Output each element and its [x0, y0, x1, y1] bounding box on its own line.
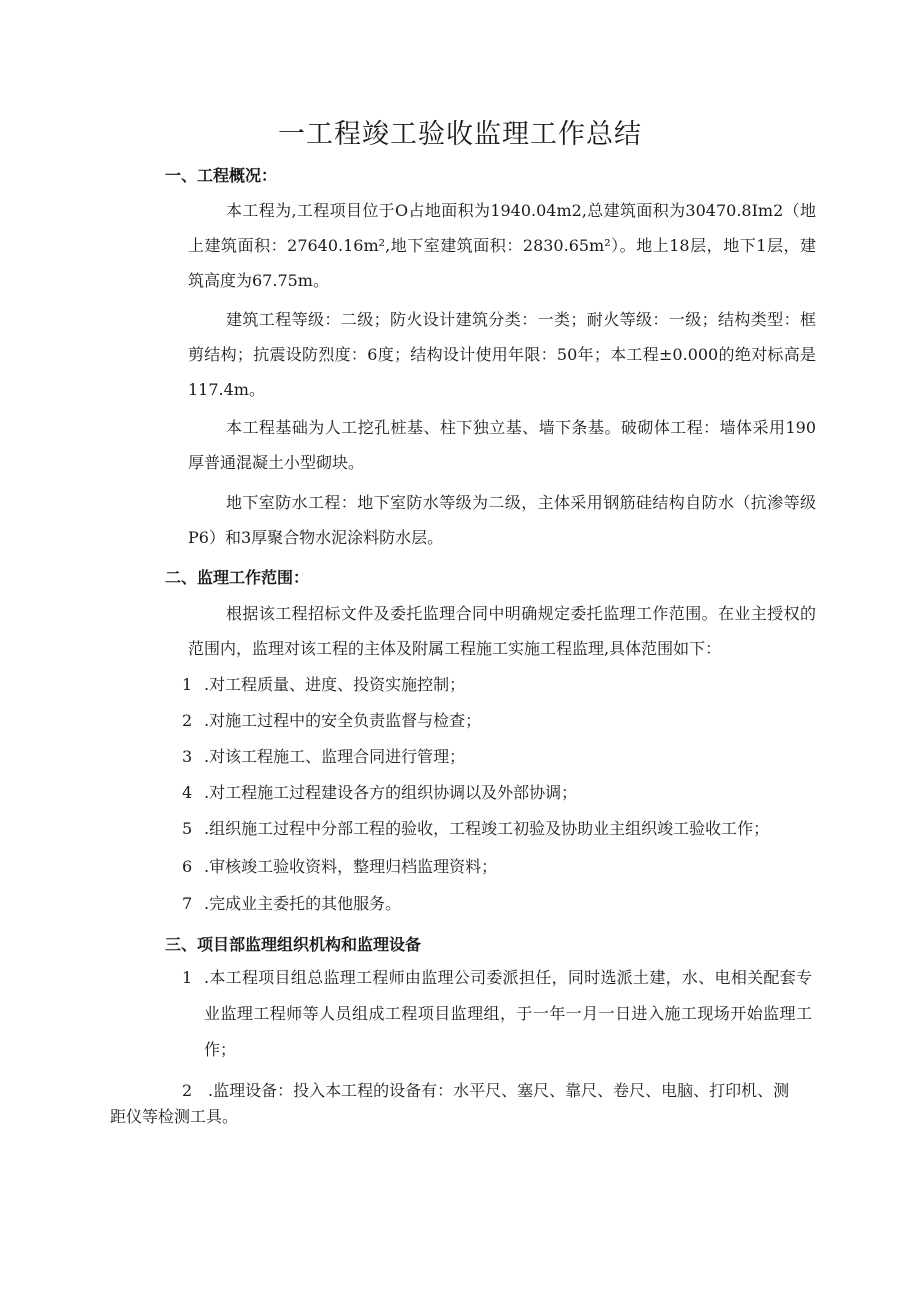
list-number: 2: [182, 1081, 193, 1100]
section-1-paragraph: 本工程为,工程项目位于O占地面积为1940.04m2,总建筑面积为30470.8Im2（地上建筑面积：27640.16m²,地下室建筑面积：2830.65m²）。地上18层，地下1层，建筑高度为67.75m。: [188, 201, 816, 290]
equipment-list-item: [110, 1078, 800, 1130]
list-text: .对该工程施工、监理合同进行管理；: [204, 747, 466, 766]
section-1-paragraph: 地下室防水工程：地下室防水等级为二级，主体采用钢筋硅结构自防水（抗渗等级P6）和3厚聚合物水泥涂料防水层。: [188, 493, 816, 547]
section-3-heading: 三、项目部监理组织机构和监理设备: [165, 935, 422, 954]
list-number: 7: [182, 894, 193, 913]
section-2-heading: 二、监理工作范围：: [165, 568, 310, 587]
scope-list-item: [182, 886, 822, 921]
scope-list-item: [182, 849, 822, 884]
list-text: .组织施工过程中分部工程的验收，工程竣工初验及协助业主组织竣工验收工作；: [204, 819, 770, 838]
document-title: 一工程竣工验收监理工作总结: [278, 119, 642, 150]
list-text: .完成业主委托的其他服务。: [204, 894, 402, 913]
section-2-intro: 根据该工程招标文件及委托监理合同中明确规定委托监理工作范围。在业主授权的范围内，监理对该工程的主体及附属工程施工实施工程监理,具体范围如下：: [188, 604, 816, 658]
scope-list-item: [182, 775, 822, 810]
organization-list-item: [182, 960, 812, 1068]
list-text: .本工程项目组总监理工程师由监理公司委派担任，同时选派土建，水、电相关配套专业监理工程师等人员组成工程项目监理组，于一年一月一日进入施工现场开始监理工作；: [204, 968, 812, 1059]
list-number: 6: [182, 857, 193, 876]
list-number: 1: [182, 968, 193, 987]
list-number: 5: [182, 819, 193, 838]
section-1-paragraph: 建筑工程等级：二级；防火设计建筑分类：一类；耐火等级：一级；结构类型：框剪结构；抗震设防烈度：6度；结构设计使用年限：50年；本工程±0.000的绝对标高是117.4m。: [188, 310, 816, 399]
list-number: 4: [182, 783, 193, 802]
section-1-heading: 一、工程概况：: [165, 166, 278, 185]
list-text: .监理设备：投入本工程的设备有：水平尺、塞尺、靠尺、卷尺、电脑、打印机、测距仪等检测工具。: [110, 1081, 790, 1126]
scope-list-item: [182, 703, 822, 738]
list-number: 2: [182, 711, 193, 730]
section-1-paragraph: 本工程基础为人工挖孔桩基、柱下独立基、墙下条基。破砌体工程：墙体采用190厚普通混凝土小型砌块。: [188, 418, 816, 472]
scope-list-item: [182, 739, 822, 774]
scope-list-item: [182, 811, 822, 846]
list-number: 1: [182, 675, 193, 694]
list-number: 3: [182, 747, 193, 766]
list-text: .对施工过程中的安全负责监督与检查；: [204, 711, 482, 730]
list-text: .对工程施工过程建设各方的组织协调以及外部协调；: [204, 783, 578, 802]
list-text: .对工程质量、进度、投资实施控制；: [204, 675, 466, 694]
scope-list-item: [182, 667, 822, 702]
list-text: .审核竣工验收资料，整理归档监理资料；: [204, 857, 498, 876]
